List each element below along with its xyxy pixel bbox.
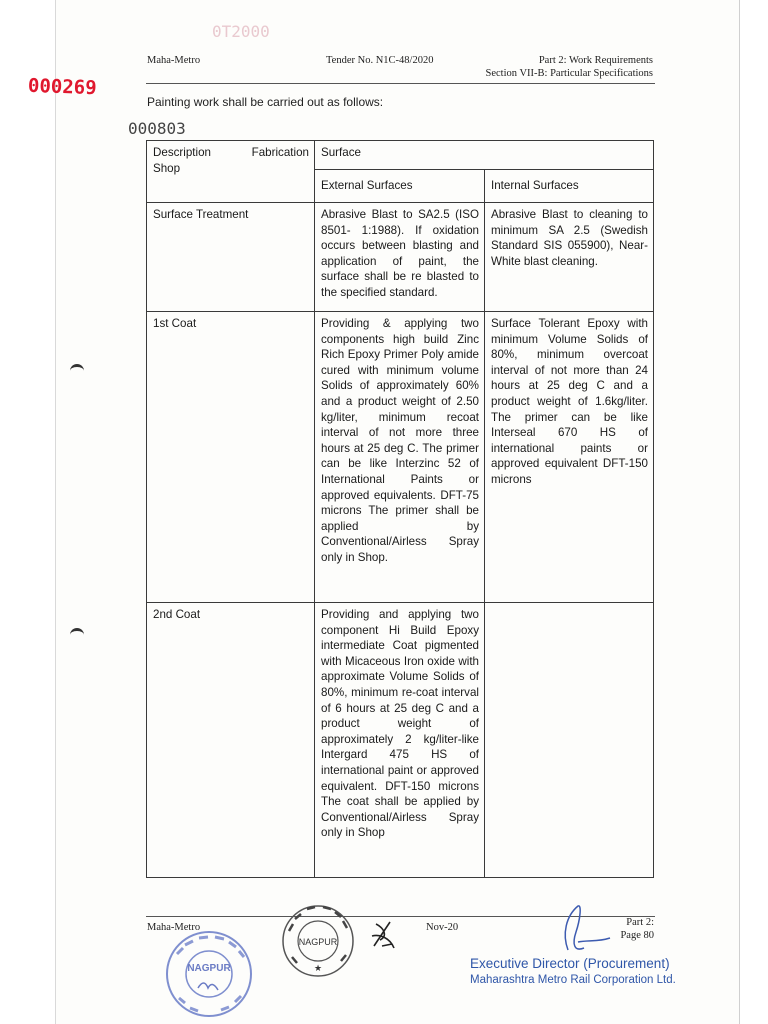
- director-signature: [548, 898, 618, 956]
- intro-text: Painting work shall be carried out as follows:: [147, 95, 384, 109]
- shop-header: Shop: [153, 161, 181, 175]
- row-internal: Surface Tolerant Epoxy with minimum Volume Solids of 80%, minimum overcoat interval of not more than 24 hours at 25 deg C and a product weight of 1.6kg/liter. The primer can be like Interseal 670 HS of international paints or approved equivalent DFT-150 microns: [485, 312, 654, 603]
- initials-signature: [368, 916, 398, 954]
- row-external: Providing and applying two component Hi Build Epoxy intermediate Coat pigmented with Micaceous Iron oxide with approximate Volume Solids of 80%, minimum re-coat interval of 6 hours at 25 deg C and a product weight of approximately 2 kg/liter-like Intergard 475 HS of international paint or approved equivalent. DFT-150 microns The coat shall be applied by Conventional/Airless Spray only in Shop: [315, 603, 485, 878]
- header-tender-number: Tender No. N1C-48/2020: [326, 55, 434, 66]
- footer-date: Nov-20: [426, 922, 459, 933]
- punch-hole-top: [70, 364, 84, 375]
- painting-spec-table: [146, 140, 654, 878]
- footer-part: Part 2:: [626, 917, 654, 928]
- signatory-title: Executive Director (Procurement): [470, 956, 670, 971]
- punch-hole-bottom: [70, 628, 84, 639]
- footer-left: Maha-Metro: [147, 922, 201, 933]
- svg-text:★: ★: [313, 963, 323, 973]
- description-header: Description: [153, 146, 211, 159]
- fabrication-header: Fabrication: [251, 146, 309, 159]
- svg-text:NAGPUR: NAGPUR: [187, 963, 231, 974]
- surface-header: Surface: [315, 141, 654, 170]
- header-rule: [146, 83, 655, 84]
- svg-text:NAGPUR: NAGPUR: [298, 937, 338, 947]
- header-part: Part 2: Work Requirements: [538, 55, 653, 66]
- signatory-organization: Maharashtra Metro Rail Corporation Ltd.: [470, 974, 676, 986]
- table-row: [147, 203, 654, 312]
- header-section: Section VII-B: Particular Specifications: [485, 68, 653, 79]
- table-header-row: [147, 141, 654, 170]
- grey-page-stamp: 000803: [128, 119, 186, 138]
- row-description: Surface Treatment: [147, 203, 315, 312]
- external-surfaces-header: External Surfaces: [315, 170, 485, 203]
- header-left: Maha-Metro: [147, 55, 201, 66]
- row-external: Abrasive Blast to SA2.5 (ISO 8501- 1:1988). If oxidation occurs between blasting and application of paint, the surface shall be re blasted to the specified standard.: [315, 203, 485, 312]
- row-description: 1st Coat: [147, 312, 315, 603]
- row-description: 2nd Coat: [147, 603, 315, 878]
- company-seal-center: [277, 897, 359, 989]
- description-header-cell: [147, 141, 315, 203]
- row-external: Providing & applying two components high build Zinc Rich Epoxy Primer Poly amide cured with minimum volume Solids of approximately 60% and a product weight of 2.50 kg/liter, minimum recoat interval of not more three hours at 25 deg C. The primer can be like Interzinc 52 of International Paints or approved equivalents. DFT-75 microns The primer shall be applied by Conventional/Airless Spray only in Shop.: [315, 312, 485, 603]
- internal-surfaces-header: Internal Surfaces: [485, 170, 654, 203]
- row-internal: [485, 603, 654, 878]
- table-row: [147, 603, 654, 878]
- company-seal-left: [155, 928, 265, 1020]
- faint-stamp: 0T2000: [212, 22, 270, 41]
- red-page-stamp: 000269: [27, 74, 98, 100]
- footer-page: Page 80: [620, 930, 654, 941]
- table-row: [147, 312, 654, 603]
- row-internal: Abrasive Blast to cleaning to minimum SA 2.5 (Swedish Standard SIS 055900), Near-White blast cleaning.: [485, 203, 654, 312]
